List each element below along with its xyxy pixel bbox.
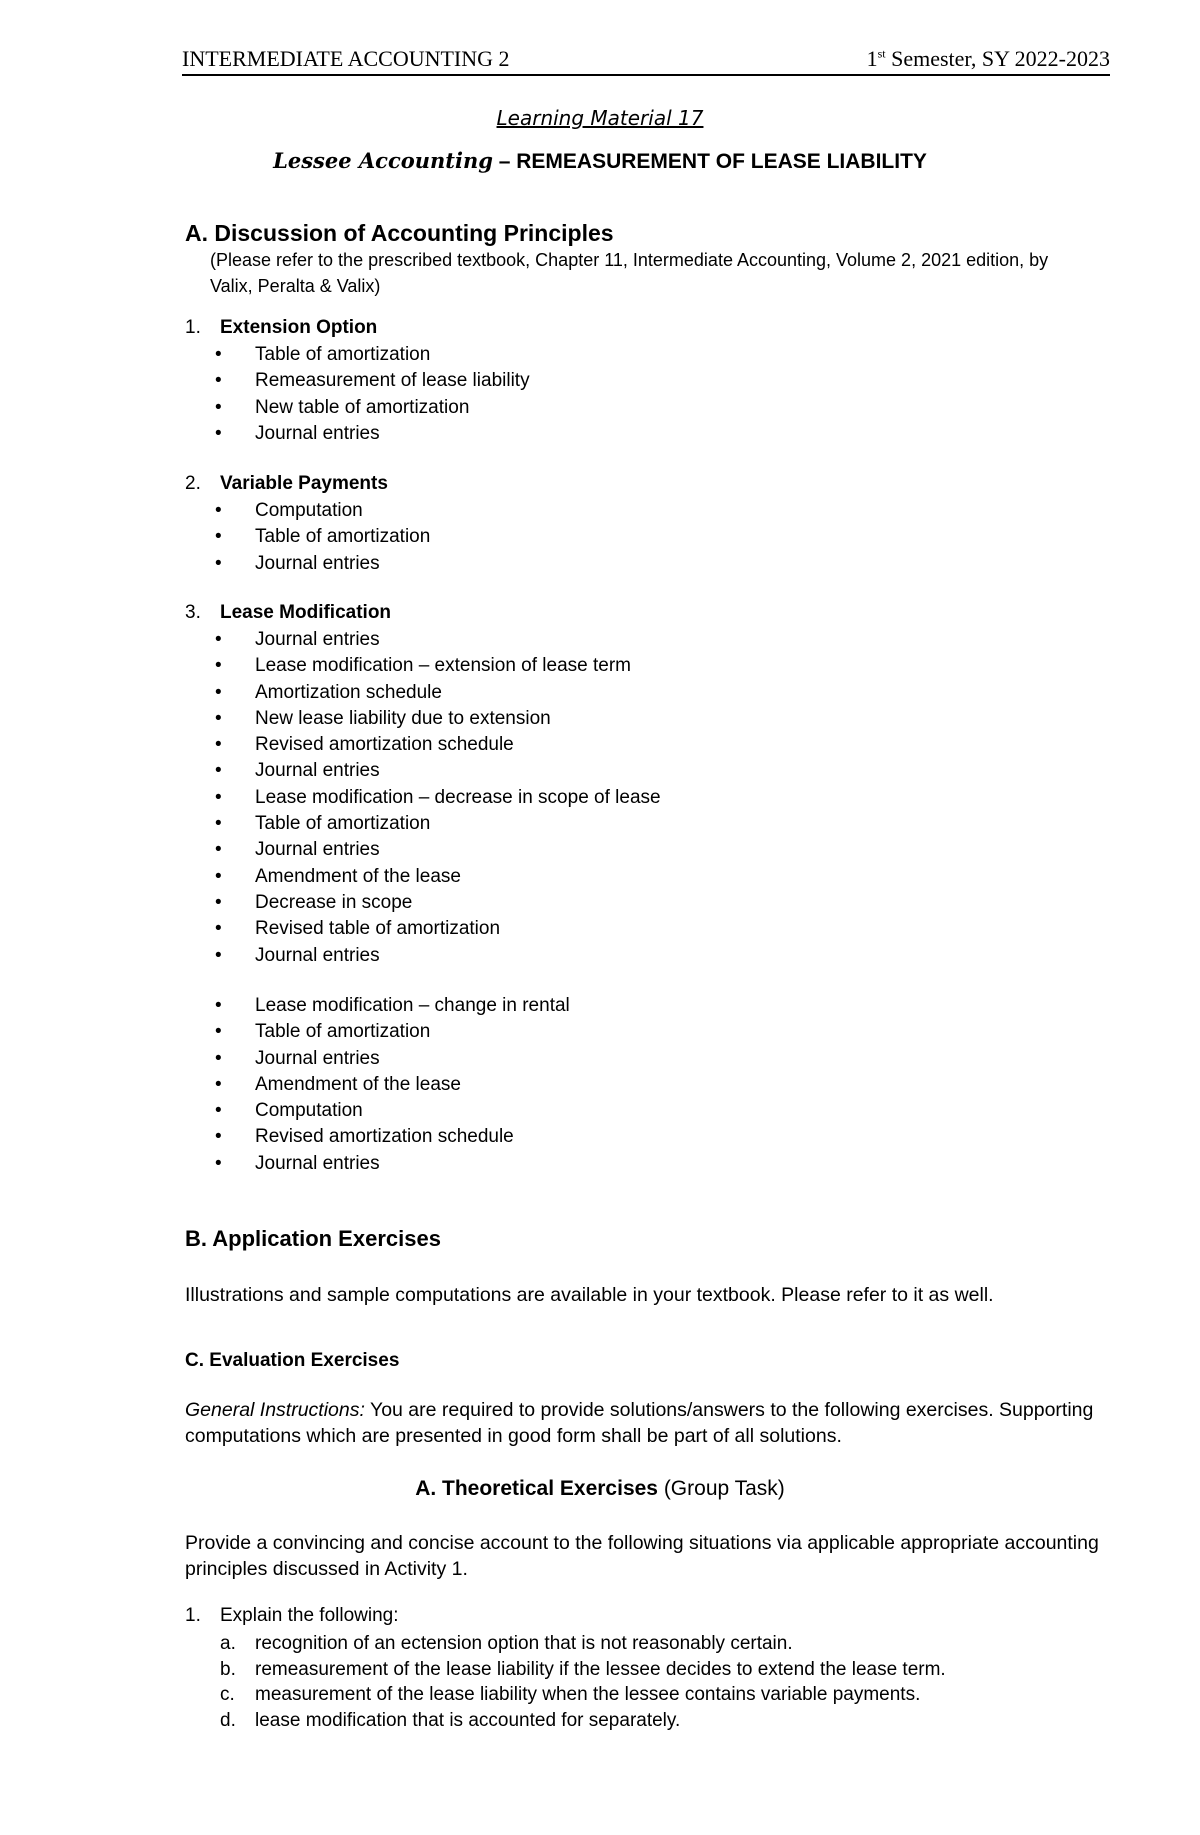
main-title-text: – REMEASUREMENT OF LEASE LIABILITY [492,150,927,173]
list-item: • Remeasurement of lease liability [215,368,530,394]
theoretical-intro: Provide a convincing and concise account to the following situations via applicable appropriate accounting principles discussed in Activity 1. [185,1532,1099,1580]
header-semester: 1st Semester, SY 2022-2023 [866,46,1110,71]
page-header [182,44,1110,76]
main-title [0,148,1200,174]
list-item: • Journal entries [215,837,661,863]
topic-3-list-continued [215,993,570,1177]
list-item: • New table of amortization [215,395,530,421]
list-item: • Amendment of the lease [215,864,661,890]
main-title-script: Lessee Accounting [273,148,493,173]
section-a-heading: A. Discussion of Accounting Principles [185,220,614,246]
list-item: • Journal entries [215,421,530,447]
list-item: • Journal entries [215,1151,570,1177]
list-item: • Table of amortization [215,342,530,368]
header-course-title: INTERMEDIATE ACCOUNTING 2 [182,46,510,71]
list-item: • Journal entries [215,1046,570,1072]
list-item: • Journal entries [215,943,661,969]
list-item: • Table of amortization [215,811,661,837]
list-item: • Table of amortization [215,524,430,550]
topic-2-list [215,498,430,577]
instructions-text: You are required to provide solutions/answers to the following exercises. Supporting computations which are presented in good form shall be part of all solutions. [185,1399,1094,1447]
list-item: • Revised table of amortization [215,916,661,942]
topic-heading: 3. Lease Modification [185,602,392,623]
list-item: • New lease liability due to extension [215,706,661,732]
list-item: • Amortization schedule [215,680,661,706]
section-b-heading: B. Application Exercises [185,1226,441,1251]
list-item: • Decrease in scope [215,890,661,916]
list-item: • Revised amortization schedule [215,1124,570,1150]
list-item: • Amendment of the lease [215,1072,570,1098]
topic-1-list [215,342,530,447]
topic-3-list [215,627,661,969]
topic-heading: 2. Variable Payments [185,473,388,494]
list-item: • Lease modification – change in rental [215,993,570,1019]
list-item: b. remeasurement of the lease liability if the lessee decides to extend the lease term. [220,1658,946,1680]
section-c-heading: C. Evaluation Exercises [185,1350,400,1371]
list-item: d. lease modification that is accounted for separately. [220,1709,681,1731]
list-item: • Computation [215,498,430,524]
list-item: • Lease modification – extension of lease term [215,653,661,679]
general-instructions [185,1397,1105,1449]
list-item: • Journal entries [215,758,661,784]
instructions-label: General Instructions: [185,1399,365,1421]
topic-heading: 1. Extension Option [185,317,378,338]
list-item: • Computation [215,1098,570,1124]
list-item: • Table of amortization [215,1019,570,1045]
list-item: • Revised amortization schedule [215,732,661,758]
learning-material-title: Learning Material 17 [496,106,704,130]
section-b-text: Illustrations and sample computations are available in your textbook. Please refer to it as well. [185,1284,994,1306]
section-a-note: (Please refer to the prescribed textbook, Chapter 11, Intermediate Accounting, Volume 2, 2021 edition, by Valix, Peralta & Valix) [210,250,1049,296]
list-item: a. recognition of an ectension option that is not reasonably certain. [220,1633,793,1654]
exercise-subitems [220,1631,946,1733]
list-item: • Lease modification – decrease in scope of lease [215,785,661,811]
list-item: • Journal entries [215,551,430,577]
list-item: • Journal entries [215,627,661,653]
list-item: c. measurement of the lease liability when the lessee contains variable payments. [220,1684,921,1705]
exercise-question: 1. Explain the following: [185,1605,399,1626]
theoretical-heading: A. Theoretical Exercises (Group Task) [415,1477,785,1500]
